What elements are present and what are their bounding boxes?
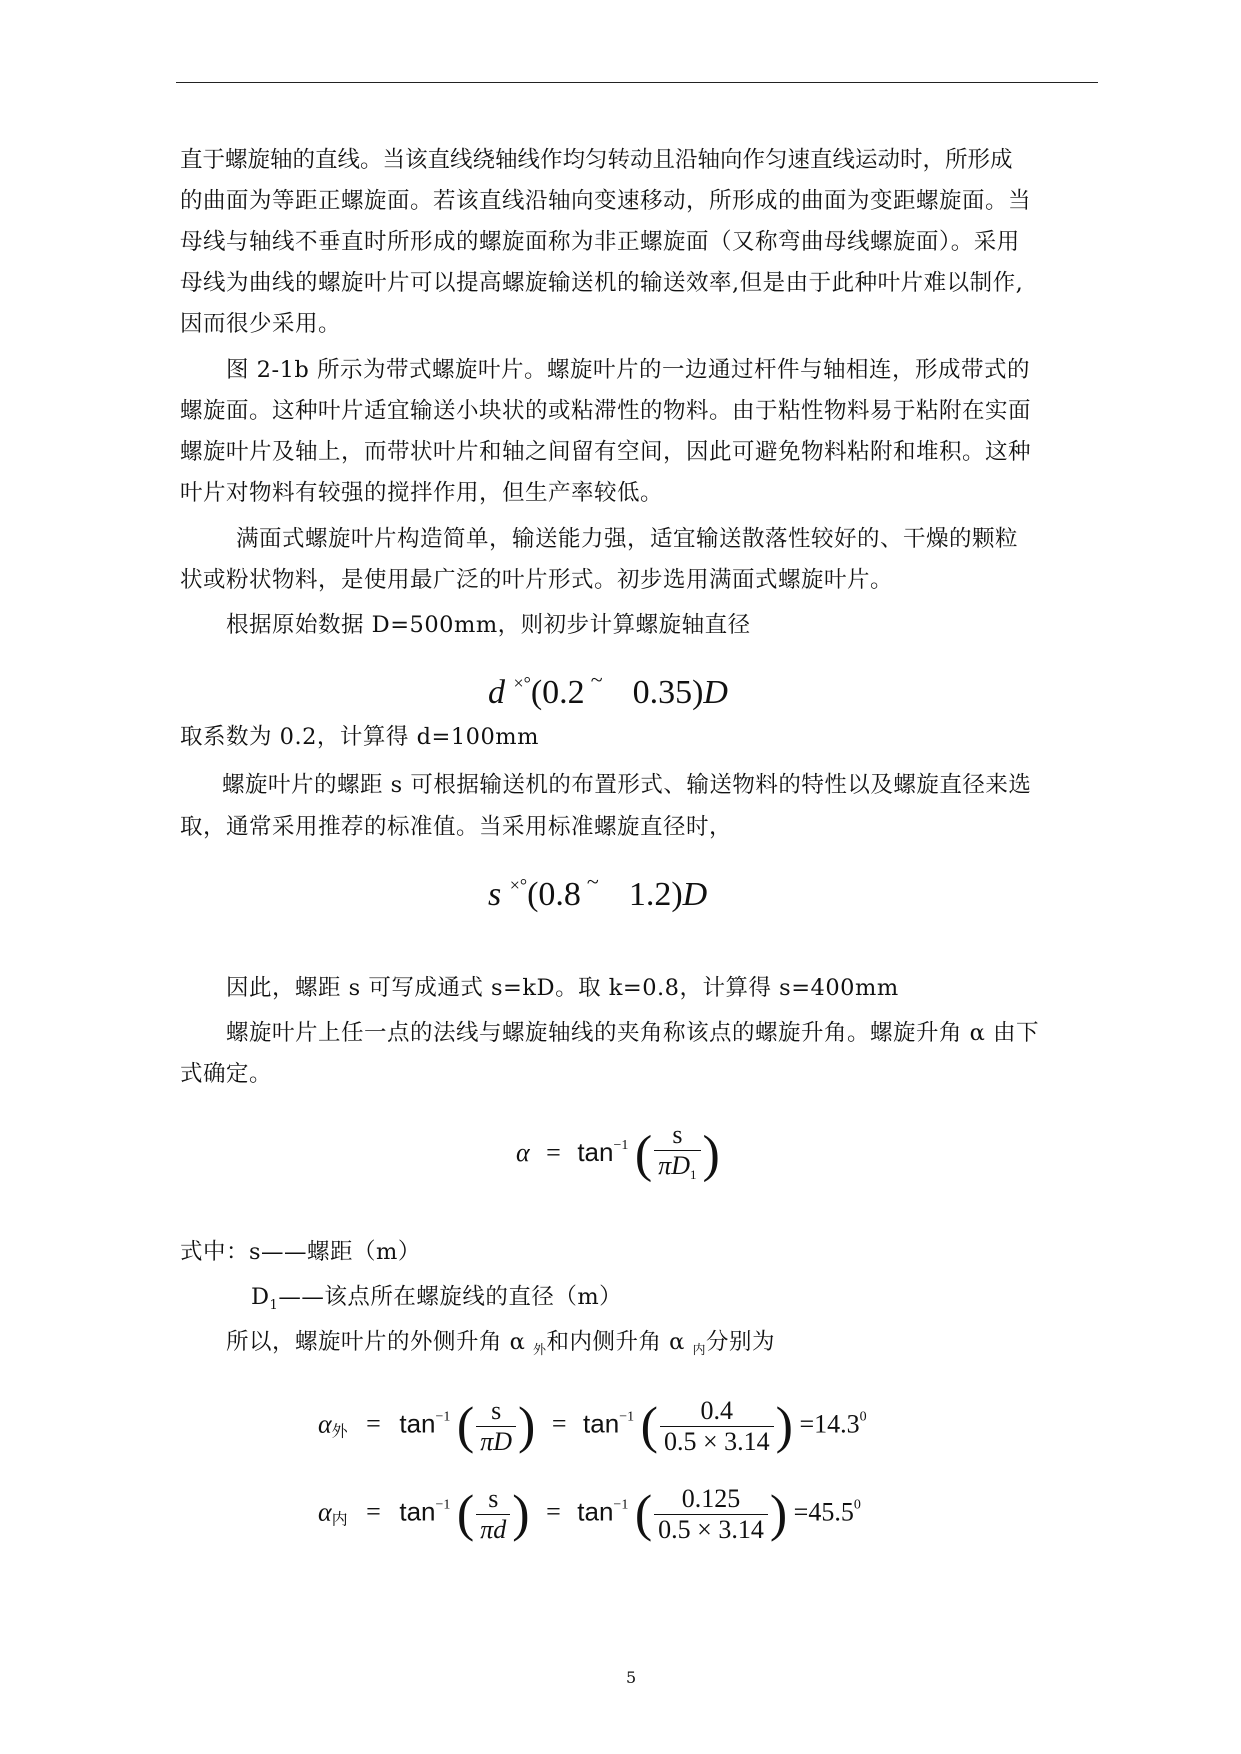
equation-outer-angle: α外 = $\tan^{-1}$ ( $\frac{s}{\pi D}$ ) = $\tan^{-1}$ ( $\frac{0.4}{0.5 \times 3.14}$ ) $=14.3^0$ — [318, 1396, 867, 1456]
equation-s: s ×°(0.8 ~ 1.2)D — [488, 869, 708, 913]
text-line: 因此，螺距 s 可写成通式 s=kD。取 k=0.8，计算得 s=400mm — [226, 975, 899, 1001]
text-line: 的曲面为等距正螺旋面。若该直线沿轴向变速移动，所形成的曲面为变距螺旋面。当 — [180, 188, 1032, 214]
text-line: $D_1——$该点所在螺旋线的直径（m） — [251, 1284, 623, 1313]
text-line: 图 2-1b 所示为带式螺旋叶片。螺旋叶片的一边通过杆件与轴相连，形成带式的 — [226, 357, 1030, 383]
page-number: 5 — [626, 1668, 637, 1687]
text-line: 螺旋叶片的螺距 s 可根据输送机的布置形式、输送物料的特性以及螺旋直径来选 — [222, 772, 1032, 798]
text-line: 母线与轴线不垂直时所形成的螺旋面称为非正螺旋面（又称弯曲母线螺旋面）。采用 — [180, 229, 1020, 255]
text-line: 螺旋面。这种叶片适宜输送小块状的或粘滞性的物料。由于粘性物料易于粘附在实面 — [180, 398, 1032, 424]
equation-d: d ×°(0.2 ~ 0.35)D — [488, 667, 728, 711]
text-line: 母线为曲线的螺旋叶片可以提高螺旋输送机的输送效率,但是由于此种叶片难以制作, — [180, 270, 1024, 296]
header-rule — [176, 82, 1098, 83]
equation-inner-angle: α内 = $\tan^{-1}$ ( $\frac{s}{\pi d}$ ) = $\tan^{-1}$ ( $\frac{0.125}{0.5 \times 3.14}$ ) $=45.5^0$ — [318, 1484, 861, 1544]
text-line: 式确定。 — [180, 1061, 273, 1087]
text-line: 满面式螺旋叶片构造简单，输送能力强，适宜输送散落性较好的、干燥的颗粒 — [236, 526, 1019, 552]
text-line: 根据原始数据 D=500mm，则初步计算螺旋轴直径 — [226, 612, 751, 638]
text-line: 取，通常采用推荐的标准值。当采用标准螺旋直径时， — [180, 814, 733, 840]
text-line: 取系数为 0.2，计算得 d=100mm — [180, 724, 539, 750]
text-line: 状或粉状物料，是使用最广泛的叶片形式。初步选用满面式螺旋叶片。 — [180, 567, 894, 593]
text-line: 因而很少采用。 — [180, 311, 342, 337]
text-line: 直于螺旋轴的直线。当该直线绕轴线作均匀转动且沿轴向作匀速直线运动时，所形成 — [180, 147, 1013, 173]
text-line: 螺旋叶片及轴上，而带状叶片和轴之间留有空间，因此可避免物料粘附和堆积。这种 — [180, 439, 1032, 465]
text-line: 所以，螺旋叶片的外侧升角 α $_外$和内侧升角 α $_内$分别为 — [226, 1329, 776, 1358]
text-line: 式中：s——螺距（m） — [180, 1239, 421, 1265]
text-line: 叶片对物料有较强的搅拌作用，但生产率较低。 — [180, 480, 664, 506]
equation-alpha: $\alpha = \tan^{-1}$ ( $\frac{s}{\pi D_1}$ ) — [516, 1120, 720, 1183]
text-line: 螺旋叶片上任一点的法线与螺旋轴线的夹角称该点的螺旋升角。螺旋升角 α 由下 — [226, 1020, 1039, 1046]
